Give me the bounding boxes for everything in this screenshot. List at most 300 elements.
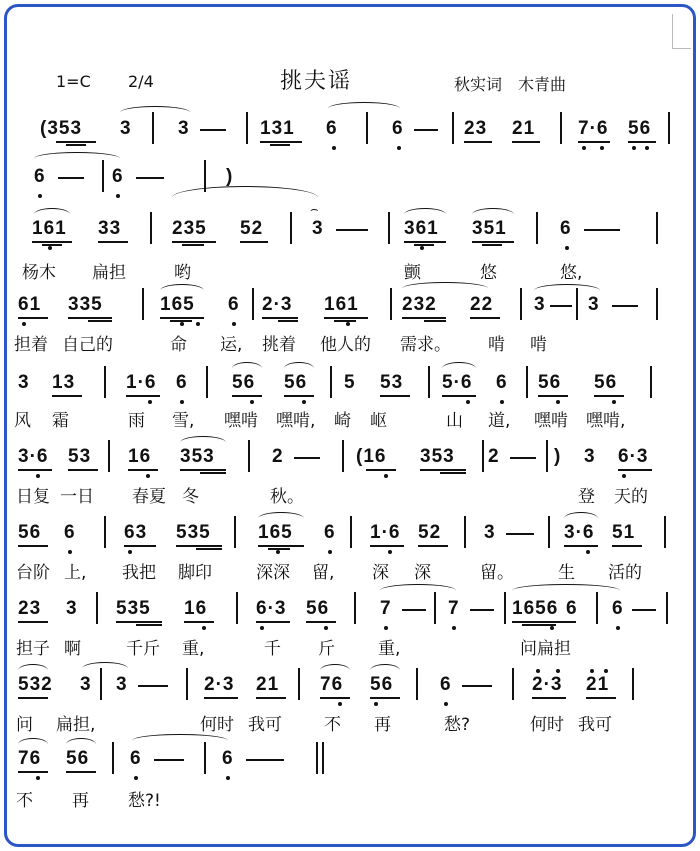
sustain-dash	[294, 457, 320, 459]
underline	[66, 771, 96, 773]
slur	[172, 186, 318, 209]
low-octave-dot	[134, 776, 138, 780]
slur	[402, 282, 488, 295]
note-group: 56	[306, 598, 330, 619]
underline	[32, 241, 72, 243]
lyric: 日复	[16, 487, 50, 507]
barline	[504, 592, 506, 624]
note-group: 51	[612, 522, 636, 543]
underline	[182, 244, 204, 246]
slur	[328, 102, 400, 115]
barline	[104, 366, 106, 398]
underline	[442, 395, 476, 397]
low-octave-dot	[22, 322, 26, 326]
lyric: 斤	[318, 639, 335, 659]
lyric: 上,	[64, 563, 87, 583]
barline	[536, 212, 538, 244]
sustain-dash	[550, 305, 572, 307]
barline	[248, 440, 250, 472]
underline	[68, 469, 98, 471]
note-group: 3	[66, 598, 78, 619]
lyric: 担子	[16, 639, 50, 659]
low-octave-dot	[616, 626, 620, 630]
low-octave-dot	[148, 400, 152, 404]
underline	[564, 545, 598, 547]
sustain-dash	[138, 685, 168, 687]
note-group: 1·6	[370, 522, 401, 543]
underline	[470, 317, 500, 319]
lyric: 深	[372, 563, 389, 583]
note-group: 7·6	[578, 118, 609, 139]
lyric: 深深	[256, 563, 290, 583]
note-group: 3	[588, 294, 600, 315]
slur	[370, 664, 400, 677]
note-group: 56	[628, 118, 652, 139]
sustain-dash	[506, 533, 534, 535]
sustain-dash	[612, 305, 638, 307]
slur	[404, 208, 446, 221]
note-group: 6·3	[618, 446, 649, 467]
low-octave-dot	[128, 550, 132, 554]
underline	[414, 244, 434, 246]
underline	[320, 697, 350, 699]
low-octave-dot	[116, 194, 120, 198]
lyric: 何时	[200, 715, 234, 735]
underline	[262, 317, 298, 319]
low-octave-dot	[180, 322, 184, 326]
note-group: 53	[380, 372, 404, 393]
underline	[136, 624, 162, 626]
barline	[632, 668, 634, 700]
low-octave-dot	[612, 400, 616, 404]
low-octave-dot	[565, 246, 569, 250]
lyrics-line-9	[0, 710, 700, 734]
note-group: 6	[560, 218, 572, 239]
note-group: 76	[320, 674, 344, 695]
note-group: 56	[18, 522, 42, 543]
underline	[464, 141, 492, 143]
underline	[176, 545, 222, 547]
note-group: 2·3	[262, 294, 293, 315]
note-group: 22	[470, 294, 494, 315]
note-group: 161	[32, 218, 67, 239]
underline	[586, 697, 616, 699]
lyric: 愁?	[444, 715, 471, 735]
underline	[370, 545, 404, 547]
underline	[240, 241, 268, 243]
barline	[520, 288, 522, 320]
note-group: 6	[222, 748, 234, 769]
barline	[464, 516, 466, 548]
lyric: 岖	[370, 411, 387, 431]
note-group: 63	[124, 522, 148, 543]
lyrics-line-8	[0, 634, 700, 658]
underline	[424, 320, 446, 322]
barline	[186, 668, 188, 700]
lyric: 留。	[480, 563, 514, 583]
sustain-dash	[154, 759, 184, 761]
underline	[88, 320, 112, 322]
underline	[306, 621, 336, 623]
lyric: 千斤	[126, 639, 160, 659]
note-group: 131	[260, 118, 295, 139]
barline	[108, 440, 110, 472]
note-group: 6	[612, 598, 624, 619]
score-line-8	[0, 592, 700, 626]
lyric: 春夏	[132, 487, 166, 507]
note-group: 53	[68, 446, 92, 467]
lyric: 扁担,	[56, 715, 96, 735]
note-group: (16	[356, 446, 387, 467]
note-group: 23	[18, 598, 42, 619]
page-corner-mark	[672, 14, 691, 49]
note-group: 7	[448, 598, 460, 619]
lyric: 生	[558, 563, 575, 583]
lyrics-line-10	[0, 786, 700, 810]
note-group: 161	[324, 294, 359, 315]
note-group: 21	[256, 674, 280, 695]
lyric: 我把	[122, 563, 156, 583]
sustain-dash	[336, 229, 368, 231]
slur	[380, 584, 456, 597]
slur	[82, 662, 128, 675]
note-group: (353	[40, 118, 83, 139]
underline	[512, 621, 576, 623]
lyric: 杨木	[22, 263, 56, 283]
underline	[268, 548, 290, 550]
underline	[270, 144, 290, 146]
final-barline	[316, 742, 318, 774]
barline	[298, 668, 300, 700]
barline	[482, 440, 484, 472]
low-octave-dot	[202, 626, 206, 630]
underline	[472, 241, 514, 243]
key-signature: 1=C	[56, 72, 91, 91]
underline	[98, 241, 128, 243]
underline	[204, 697, 238, 699]
time-signature: 2/4	[128, 72, 154, 91]
slur	[232, 362, 262, 375]
note-group: 165	[258, 522, 293, 543]
barline	[656, 212, 658, 244]
underline	[440, 472, 466, 474]
low-octave-dot	[324, 626, 328, 630]
slur	[34, 208, 70, 221]
lyric: 他人的	[320, 335, 371, 355]
slur	[34, 152, 120, 165]
note-group: 351	[472, 218, 507, 239]
note-group: 361	[404, 218, 439, 239]
lyric: 崎	[334, 411, 351, 431]
sustain-dash	[200, 129, 226, 131]
underline	[482, 244, 502, 246]
barline	[512, 668, 514, 700]
slur	[442, 362, 476, 375]
low-octave-dot	[338, 702, 342, 706]
barline	[388, 212, 390, 244]
underline	[180, 469, 226, 471]
note-group: 1·6	[126, 372, 157, 393]
note-group: 52	[240, 218, 264, 239]
barline	[366, 112, 368, 144]
underline	[404, 241, 446, 243]
barline	[390, 288, 392, 320]
lyric: 啃	[530, 335, 547, 355]
slur	[258, 512, 304, 525]
song-title: 挑夫谣	[280, 69, 353, 94]
barline	[290, 212, 292, 244]
lyric: 扁担	[92, 263, 126, 283]
underline	[532, 697, 566, 699]
barline	[234, 516, 236, 548]
sustain-dash	[632, 609, 656, 611]
note-group: 6	[326, 118, 338, 139]
lyric: 啃	[488, 335, 505, 355]
slur	[320, 664, 350, 677]
score-line-4	[0, 288, 700, 322]
slur	[284, 362, 314, 375]
underline	[18, 697, 48, 699]
note-group: 2·3	[204, 674, 235, 695]
note-group: 61	[18, 294, 42, 315]
note-group: 3·6	[18, 446, 49, 467]
underline	[612, 545, 642, 547]
barline	[96, 592, 98, 624]
lyric: 留,	[312, 563, 335, 583]
note-group: 3	[484, 522, 496, 543]
underline	[578, 141, 610, 143]
score-line-6	[0, 440, 700, 474]
lyric: 嘿啃	[224, 411, 258, 431]
barline	[548, 516, 550, 548]
high-octave-dot	[604, 669, 608, 673]
underline	[18, 621, 48, 623]
note-group: 21	[512, 118, 536, 139]
note-group: 2	[488, 446, 500, 467]
underline	[18, 469, 52, 471]
score-line-10	[0, 742, 700, 776]
lyric: 天的	[614, 487, 648, 507]
barline	[668, 112, 670, 144]
underline	[258, 545, 304, 547]
final-barline	[322, 742, 324, 774]
low-octave-dot	[374, 702, 378, 706]
barline	[650, 366, 652, 398]
score-line-1	[0, 112, 700, 146]
underline	[260, 141, 302, 143]
barline	[452, 112, 454, 144]
lyrics-line-3	[0, 258, 700, 282]
lyric: 雪,	[172, 411, 195, 431]
barline	[104, 516, 106, 548]
lyric: 风	[14, 411, 31, 431]
lyric: 秋。	[270, 487, 304, 507]
barline	[150, 212, 152, 244]
low-octave-dot	[582, 146, 586, 150]
lyric: 啊	[64, 639, 81, 659]
fermata-mark: ⌢	[310, 202, 319, 217]
note-group: 16	[184, 598, 208, 619]
low-octave-dot	[232, 322, 236, 326]
low-octave-dot	[332, 146, 336, 150]
low-octave-dot	[600, 146, 604, 150]
lyric: 冬	[182, 487, 199, 507]
slur	[18, 664, 48, 677]
note-group: 6	[176, 372, 188, 393]
lyric: 哟	[174, 263, 191, 283]
low-octave-dot	[586, 550, 590, 554]
barline	[252, 288, 254, 320]
low-octave-dot	[466, 400, 470, 404]
note-group: 56	[594, 372, 618, 393]
lyric: 山	[446, 411, 463, 431]
lyrics-line-7	[0, 558, 700, 582]
low-octave-dot	[68, 550, 72, 554]
note-group: 7	[380, 598, 392, 619]
note-group: 56	[370, 674, 394, 695]
barline	[350, 516, 352, 548]
lyric: 我可	[578, 715, 612, 735]
barline	[112, 742, 114, 774]
lyric: 再	[374, 715, 391, 735]
note-group: 6·3	[256, 598, 287, 619]
note-group: )	[554, 446, 562, 467]
underline	[538, 395, 568, 397]
low-octave-dot	[226, 776, 230, 780]
note-group: 353	[180, 446, 215, 467]
lyric: 运,	[220, 335, 243, 355]
low-octave-dot	[146, 474, 150, 478]
underline	[66, 144, 86, 146]
lyric: 再	[72, 791, 89, 811]
underline	[52, 395, 82, 397]
note-group: 353	[420, 446, 455, 467]
slur	[66, 738, 96, 751]
underline	[618, 469, 652, 471]
lyric: 担着	[14, 335, 48, 355]
low-octave-dot	[550, 626, 554, 630]
underline	[128, 469, 158, 471]
note-group: 335	[68, 294, 103, 315]
score-line-2	[0, 160, 700, 194]
underline	[402, 317, 446, 319]
underline	[196, 548, 222, 550]
high-octave-dot	[590, 669, 594, 673]
note-group: 52	[418, 522, 442, 543]
note-group: 3	[312, 218, 324, 239]
underline	[628, 141, 656, 143]
high-octave-dot	[556, 669, 560, 673]
slur	[132, 734, 228, 747]
lyric: 问	[16, 715, 33, 735]
underline	[420, 469, 466, 471]
underline	[68, 317, 112, 319]
slur	[564, 512, 598, 525]
note-group: 3	[80, 674, 92, 695]
underline	[278, 320, 298, 322]
slur	[180, 436, 226, 449]
lyrics-line-6	[0, 482, 700, 506]
note-group: 3	[116, 674, 128, 695]
low-octave-dot	[397, 146, 401, 150]
lyric: 自己的	[62, 335, 113, 355]
sustain-dash	[462, 685, 492, 687]
note-group: 2·3	[532, 674, 563, 695]
low-octave-dot	[346, 322, 350, 326]
lyric: 脚印	[178, 563, 212, 583]
note-group: 76	[18, 748, 42, 769]
underline	[324, 317, 368, 319]
lyric: 不	[16, 791, 33, 811]
lyric: 颤	[404, 263, 421, 283]
note-group: 6	[228, 294, 240, 315]
sustain-dash	[58, 177, 84, 179]
lyric: 嘿啃,	[276, 411, 316, 431]
lyrics-line-4	[0, 330, 700, 354]
lyric: 我可	[248, 715, 282, 735]
slur	[534, 284, 600, 297]
lyric: 嘿啃,	[586, 411, 626, 431]
low-octave-dot	[500, 400, 504, 404]
note-group: 535	[176, 522, 211, 543]
lyric: 活的	[608, 563, 642, 583]
high-octave-dot	[536, 669, 540, 673]
underline	[124, 545, 156, 547]
slur	[472, 208, 514, 221]
lyric: 霜	[52, 411, 69, 431]
underline	[232, 395, 262, 397]
sustain-dash	[136, 177, 164, 179]
underline	[256, 621, 290, 623]
note-group: 3·6	[564, 522, 595, 543]
note-group: 232	[402, 294, 437, 315]
note-group: 3	[120, 118, 132, 139]
note-group: 5	[344, 372, 356, 393]
lyric: 挑着	[262, 335, 296, 355]
underline	[366, 469, 396, 471]
slur	[512, 584, 620, 597]
underline	[172, 241, 216, 243]
lyric: 嘿啃	[534, 411, 568, 431]
lyric: 重,	[182, 639, 205, 659]
slur	[160, 284, 204, 297]
note-group: 532	[18, 674, 53, 695]
sustain-dash	[414, 129, 438, 131]
underline	[380, 395, 410, 397]
lyric: 重,	[378, 639, 401, 659]
underline	[18, 771, 48, 773]
note-group: 23	[464, 118, 488, 139]
lyric: 道,	[488, 411, 511, 431]
lyric: 愁?!	[128, 791, 161, 811]
note-group: 56	[66, 748, 90, 769]
underline	[18, 545, 48, 547]
low-octave-dot	[388, 550, 392, 554]
underline	[370, 697, 400, 699]
note-group: 235	[172, 218, 207, 239]
underline	[512, 141, 540, 143]
low-octave-dot	[452, 626, 456, 630]
lyric: 雨	[128, 411, 145, 431]
underline	[116, 621, 162, 623]
low-octave-dot	[384, 474, 388, 478]
lyric: 台阶	[16, 563, 50, 583]
low-octave-dot	[36, 776, 40, 780]
note-group: 6	[566, 598, 577, 619]
lyric: 悠,	[560, 263, 583, 283]
underline	[184, 621, 214, 623]
barline	[342, 440, 344, 472]
